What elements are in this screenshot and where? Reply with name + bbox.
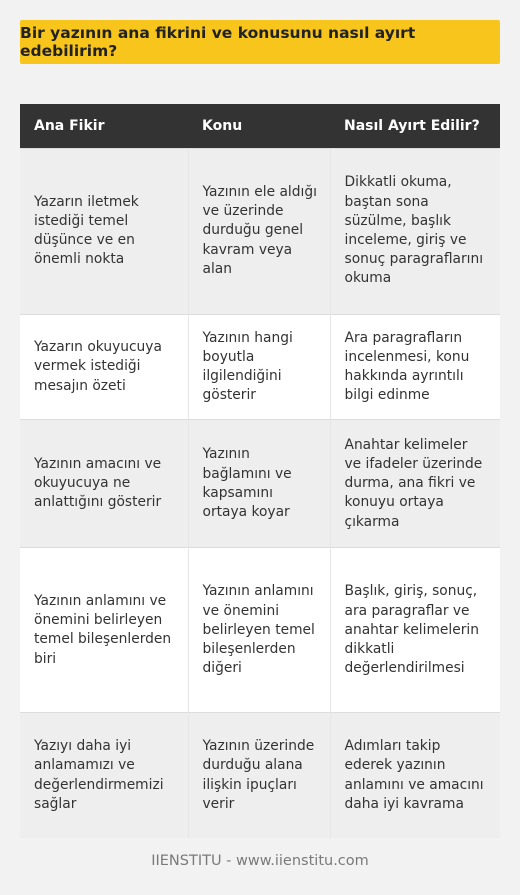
table-header-row	[20, 104, 500, 148]
title-banner	[20, 20, 500, 64]
comparison-table	[20, 104, 500, 838]
table-cell: Yazının amacını ve okuyucuya ne anlattığını gösterir	[20, 420, 188, 548]
column-header-konu: Konu	[188, 104, 330, 148]
table-cell: Yazının anlamını ve önemini belirleyen temel bileşenlerden diğeri	[188, 548, 330, 713]
table-cell: Yazıyı daha iyi anlamamızı ve değerlendirmemizi sağlar	[20, 713, 188, 838]
table-row	[20, 548, 500, 713]
table-cell: Adımları takip ederek yazının anlamını ve amacını daha iyi kavrama	[330, 713, 500, 838]
table-cell: Yazının bağlamını ve kapsamını ortaya koyar	[188, 420, 330, 548]
column-header-ana-fikir: Ana Fikir	[20, 104, 188, 148]
page-title: Bir yazının ana fikrini ve konusunu nasıl ayırt edebilirim?	[20, 24, 416, 60]
table-cell: Yazının üzerinde durduğu alana ilişkin ipuçları verir	[188, 713, 330, 838]
table-row	[20, 148, 500, 314]
table-cell: Ara paragrafların incelenmesi, konu hakkında ayrıntılı bilgi edinme	[330, 314, 500, 420]
table-cell: Yazarın iletmek istediği temel düşünce ve en önemli nokta	[20, 148, 188, 314]
table-row	[20, 314, 500, 420]
table-cell: Başlık, giriş, sonuç, ara paragraflar ve anahtar kelimelerin dikkatli değerlendirilmesi	[330, 548, 500, 713]
table-cell: Yazının hangi boyutla ilgilendiğini gösterir	[188, 314, 330, 420]
table-cell: Yazının anlamını ve önemini belirleyen temel bileşenlerden biri	[20, 548, 188, 713]
column-header-nasil-ayirt-edilir: Nasıl Ayırt Edilir?	[330, 104, 500, 148]
footer-credit: IIENSTITU - www.iienstitu.com	[151, 853, 369, 869]
table-row	[20, 713, 500, 838]
table-cell: Yazarın okuyucuya vermek istediği mesajın özeti	[20, 314, 188, 420]
table-cell: Anahtar kelimeler ve ifadeler üzerinde durma, ana fikri ve konuyu ortaya çıkarma	[330, 420, 500, 548]
table-row	[20, 420, 500, 548]
table-cell: Dikkatli okuma, baştan sona süzülme, başlık inceleme, giriş ve sonuç paragraflarını okuma	[330, 148, 500, 314]
table-cell: Yazının ele aldığı ve üzerinde durduğu genel kavram veya alan	[188, 148, 330, 314]
